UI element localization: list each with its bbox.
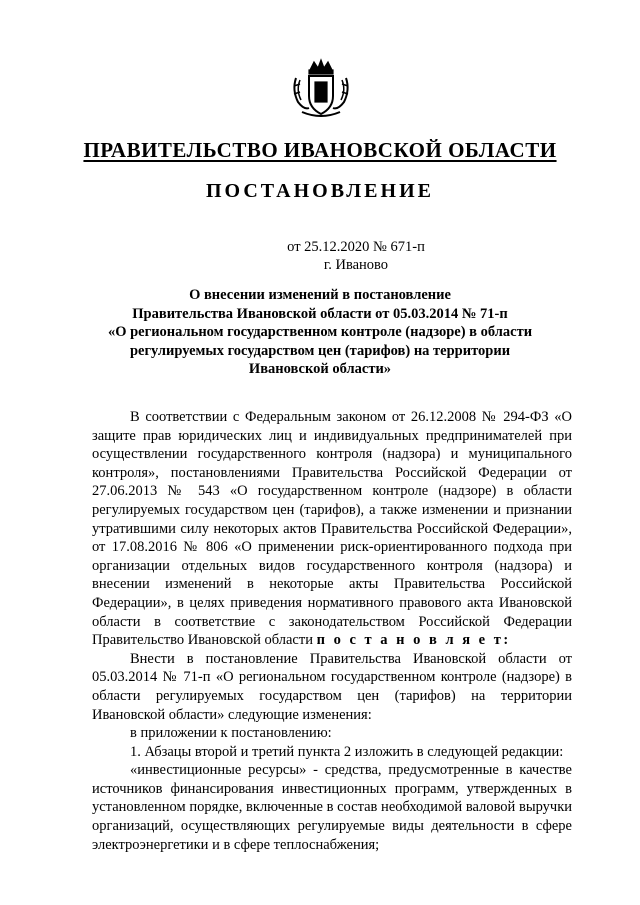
paragraph: «инвестиционные ресурсы» - средства, предусмотренные в качестве источников финансирования инвестиционных программ, утвержденных в установленном порядке, включенные в состав необходимой валовой выручки организаций, осуществляющих регулируемые виды деятельности в сфере электроэнергетики и в сфере теплоснабжения;: [92, 762, 572, 853]
coat-of-arms-icon: [290, 56, 352, 120]
date-number: от 25.12.2020 № 671-п: [287, 239, 425, 255]
title-line: «О региональном государственном контроле (надзоре) в области: [107, 324, 533, 340]
organization-name: ПРАВИТЕЛЬСТВО ИВАНОВСКОЙ ОБЛАСТИ: [83, 138, 557, 162]
title-line: О внесении изменений в постановление: [189, 287, 451, 303]
title-line: Правительства Ивановской области от 05.03.2014 № 71-п: [132, 305, 508, 322]
document-title: [0, 286, 640, 379]
paragraph: в приложении к постановлению:: [130, 725, 332, 742]
preamble-text: В соответствии с Федеральным законом от 26.12.2008 № 294-ФЗ «О защите прав юридических лиц и индивидуальных предпринимателей при осуществлении государственного контроля (надзора) и муниципального контроля», постановлениями Правительства Российской Федерации от 27.06.2013 № 543 «О государственном контроле (надзоре) в области регулируемых государством цен (тарифов), а также изменении и признании утратившими силу некоторых актов Правительства Российской Федерации», от 17.08.2016 № 806 «О применении риск-ориентированного подхода при организации отдельных видов государственного контроля (надзора) и внесении изменений в некоторые акты Правительства Российской Федерации», в целях приведения нормативного правового акта Ивановской области в соответствие с законодательством Российской Федерации Правительство Ивановской области: [92, 409, 572, 649]
preamble-paragraph: [92, 408, 572, 650]
paragraph: Внести в постановление Правительства Ивановской области от 05.03.2014 № 71-п «О региональном государственном контроле (надзоре) в области регулируемых государством цен (тарифов) на территории Ивановской области» следующие изменения:: [92, 650, 572, 723]
title-line: регулируемых государством цен (тарифов) на территории: [129, 342, 511, 359]
city: г. Иваново: [323, 257, 389, 273]
title-line: Ивановской области»: [248, 361, 392, 377]
document-body: [92, 408, 572, 854]
document-type: ПОСТАНОВЛЕНИЕ: [206, 180, 434, 202]
paragraph: 1. Абзацы второй и третий пункта 2 изложить в следующей редакции:: [130, 743, 564, 760]
decree-word: п о с т а н о в л я е т:: [316, 632, 511, 649]
